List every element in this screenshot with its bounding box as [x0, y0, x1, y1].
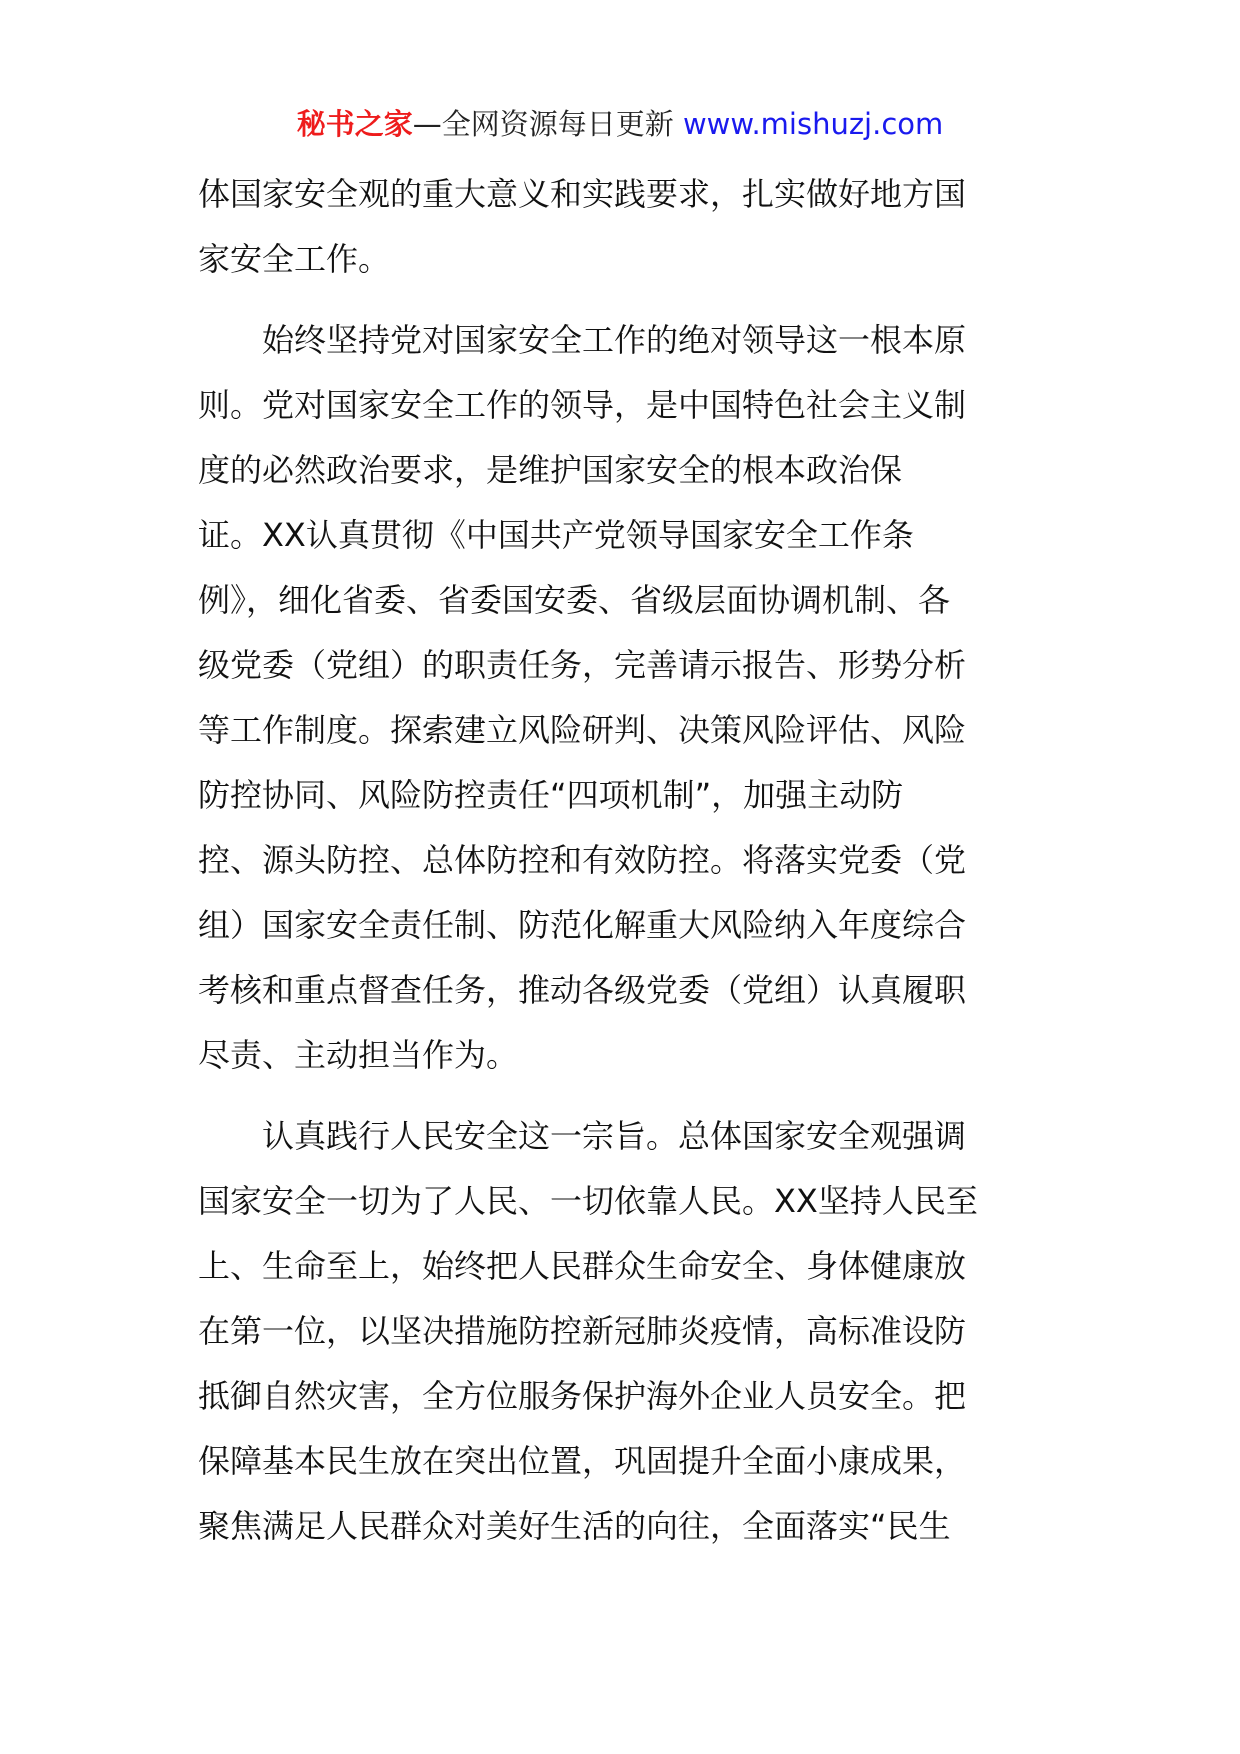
text-line: 聚焦满足人民群众对美好生活的向往，全面落实“民生: [198, 1507, 951, 1545]
text-line: 证。XX认真贯彻《中国共产党领导国家安全工作条: [198, 516, 914, 554]
text-line: 始终坚持党对国家安全工作的绝对领导这一根本原: [198, 321, 967, 359]
text-line: 控、源头防控、总体防控和有效防控。将落实党委（党: [198, 841, 967, 879]
text-line: 体国家安全观的重大意义和实践要求，扎实做好地方国: [198, 175, 967, 213]
text-line: 组）国家安全责任制、防范化解重大风险纳入年度综合: [198, 906, 967, 944]
text-line: 考核和重点督查任务，推动各级党委（党组）认真履职: [198, 971, 967, 1009]
header-slogan: —全网资源每日更新: [412, 107, 674, 141]
text-line: 保障基本民生放在突出位置，巩固提升全面小康成果，: [198, 1442, 967, 1480]
text-line: 度的必然政治要求，是维护国家安全的根本政治保: [198, 451, 903, 489]
text-line: 在第一位，以坚决措施防控新冠肺炎疫情，高标准设防: [198, 1312, 967, 1350]
text-line: 尽责、主动担当作为。: [198, 1036, 519, 1074]
paragraph-gap: [198, 292, 1046, 308]
text-line: 防控协同、风险防控责任“四项机制”，加强主动防: [198, 776, 904, 814]
text-line: 认真践行人民安全这一宗旨。总体国家安全观强调: [198, 1117, 967, 1155]
text-line: 例》，细化省委、省委国安委、省级层面协调机制、各: [198, 581, 951, 619]
text-line: 家安全工作。: [198, 240, 391, 278]
text-line: 等工作制度。探索建立风险研判、决策风险评估、风险: [198, 711, 967, 749]
text-line: 上、生命至上，始终把人民群众生命安全、身体健康放: [198, 1247, 967, 1285]
text-line: 国家安全一切为了人民、一切依靠人民。XX坚持人民至: [198, 1182, 978, 1220]
page-header: [0, 100, 1240, 148]
website-link[interactable]: www.mishuzj.com: [682, 107, 944, 141]
text-line: 抵御自然灾害，全方位服务保护海外企业人员安全。把: [198, 1377, 967, 1415]
text-line: 级党委（党组）的职责任务，完善请示报告、形势分析: [198, 646, 967, 684]
text-line: 则。党对国家安全工作的领导，是中国特色社会主义制: [198, 386, 967, 424]
document-body: [198, 162, 1046, 1559]
brand-name: 秘书之家: [296, 107, 413, 141]
paragraph-gap: [198, 1088, 1046, 1104]
